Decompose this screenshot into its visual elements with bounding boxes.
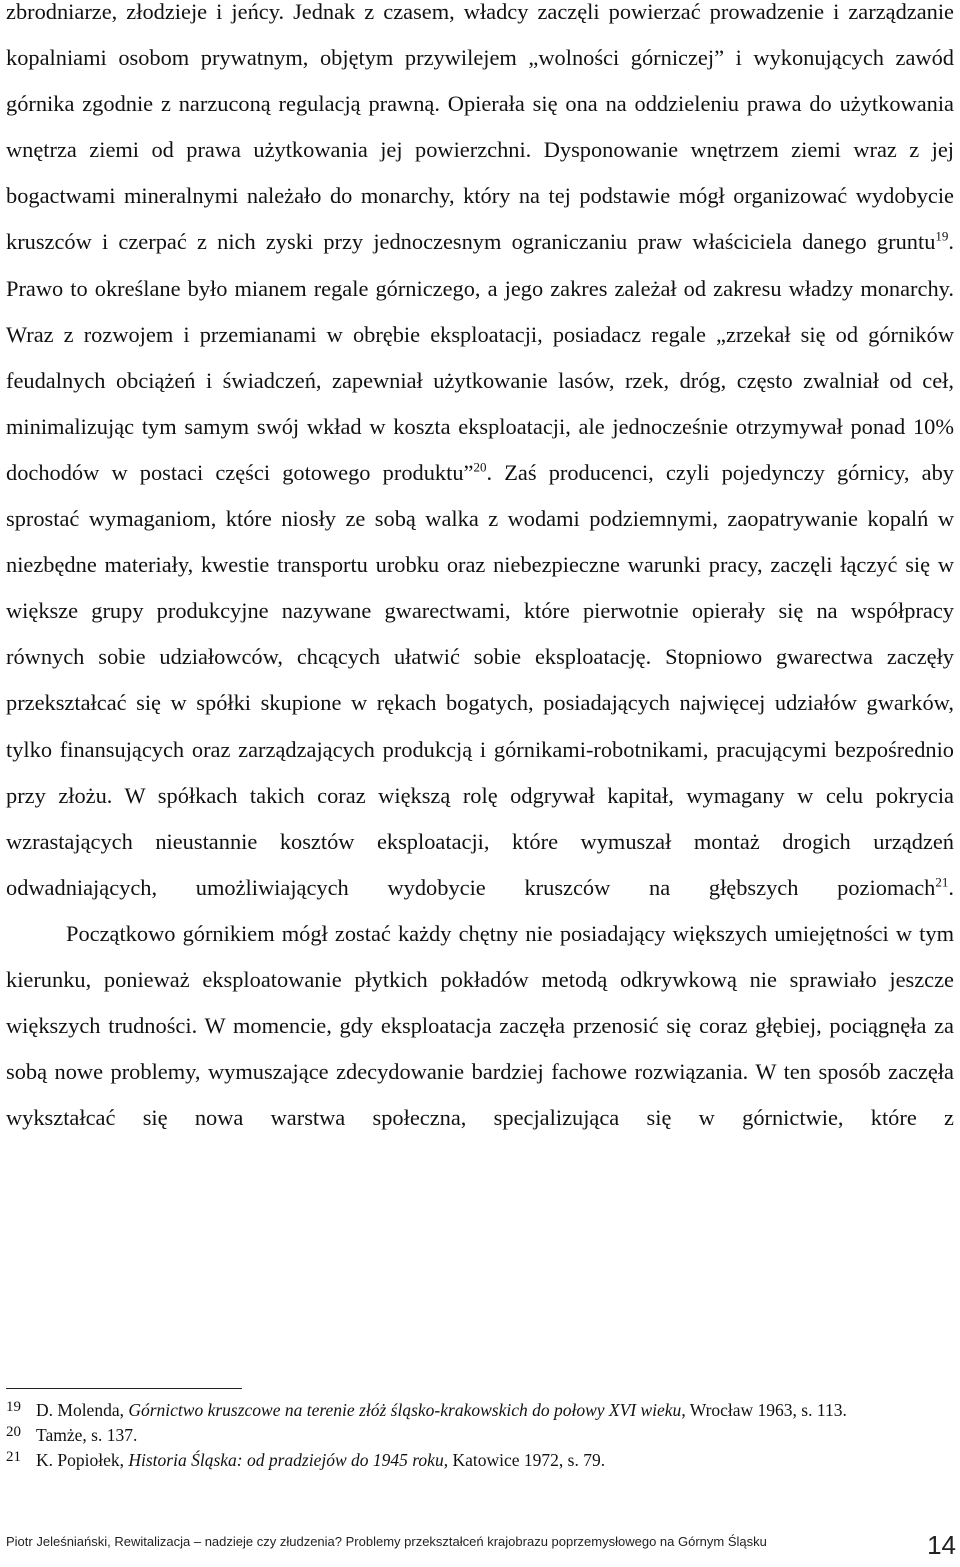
- page-number: 14: [927, 1530, 956, 1560]
- footnote-details: , Katowice 1972, s. 79.: [443, 1450, 606, 1470]
- footnote-19: [6, 1398, 954, 1423]
- footnote-author: D. Molenda,: [36, 1400, 129, 1420]
- footnote-separator: [6, 1388, 242, 1389]
- footnote-20: [6, 1423, 954, 1448]
- paragraph-1-text-c: . Zaś producenci, czyli pojedynczy górnicy, aby sprostać wymaganiom, które niosły ze sobą walka z wodami podziemnymi, zaopatrywanie kopalń w niezbędne materiały, kwestie transportu urobku oraz niebezpieczne warunki pracy, zaczęli łączyć się w większe grupy produkcyjne nazywane gwarectwami, które pierwotnie opierały się na współpracy równych sobie udziałowców, chcących ułatwić sobie eksploatację. Stopniowo gwarectwa zaczęły przekształcać się w spółki skupione w rękach bogatych, posiadających najwięcej udziałów gwarków, tylko finansujących oraz zarządzających produkcją i górnikami-robotnikami, pracującymi bezpośrednio przy złożu. W spółkach takich coraz większą rolę odgrywał kapitał, wymagany w celu pokrycia wzrastających nieustannie kosztów eksploatacji, które wymuszał montaż drogich urządzeń odwadniających, umożliwiających wydobycie kruszców na głębszych poziomach: [6, 459, 954, 900]
- paragraph-1-text-a: zbrodniarze, złodzieje i jeńcy. Jednak z czasem, władcy zaczęli powierzać prowadzenie i zarządzanie kopalniami osobom prywatnym, objętym przywilejem „wolności górniczej” i wykonujących zawód górnika zgodnie z narzuconą regulacją prawną. Opierała się ona na oddzieleniu prawa do użytkowania wnętrza ziemi od prawa użytkowania jej powierzchni. Dysponowanie wnętrzem ziemi wraz z jej bogactwami mineralnymi należało do monarchy, który na tej podstawie mógł organizować wydobycie kruszców i czerpać z nich zyski przy jednoczesnym ograniczaniu praw właściciela danego gruntu: [6, 0, 954, 255]
- body-text: [6, 0, 954, 1141]
- footnote-author: Tamże, s. 137.: [36, 1425, 138, 1445]
- footnote-number: 21: [6, 1449, 21, 1465]
- footnote-ref-20[interactable]: 20: [473, 459, 487, 475]
- paragraph-1-text-b: . Prawo to określane było mianem regale górniczego, a jego zakres zależał od zakresu władzy monarchy. Wraz z rozwojem i przemianami w obrębie eksploatacji, posiadacz regale „zrzekał się od górników feudalnych obciążeń i świadczeń, zapewniał użytkowanie lasów, rzek, dróg, często zwalniał od ceł, minimalizując tym samym swój wkład w koszta eksploatacji, ale jednocześnie otrzymywał ponad 10% dochodów w postaci części gotowego produktu”: [6, 229, 954, 485]
- footnote-number: 20: [6, 1424, 21, 1440]
- footnote-author: K. Popiołek,: [36, 1450, 129, 1470]
- paragraph-1: [6, 0, 954, 911]
- paragraph-1-text-d: .: [948, 874, 954, 900]
- footnote-details: , Wrocław 1963, s. 113.: [681, 1400, 847, 1420]
- footnote-title: Górnictwo kruszcowe na terenie złóż śląsko-krakowskich do połowy XVI wieku: [128, 1400, 682, 1420]
- paragraph-2: Początkowo górnikiem mógł zostać każdy chętny nie posiadający większych umiejętności w tym kierunku, ponieważ eksploatowanie płytkich pokładów metodą odkrywkową nie sprawiało jeszcze większych trudności. W momencie, gdy eksploatacja zaczęła przenosić się coraz głębiej, pociągnęła za sobą nowe problemy, wymuszające zdecydowanie bardziej fachowe rozwiązania. W ten sposób zaczęła wykształcać się nowa warstwa społeczna, specjalizująca się w górnictwie, które z: [6, 920, 954, 1131]
- footnote-title: Historia Śląska: od pradziejów do 1945 roku: [128, 1450, 444, 1470]
- footnote-ref-21[interactable]: 21: [935, 874, 949, 890]
- footnote-21: [6, 1448, 954, 1473]
- footnote-ref-19[interactable]: 19: [935, 229, 949, 244]
- footnote-number: 19: [6, 1399, 21, 1415]
- running-footer: Piotr Jeleśniański, Rewitalizacja – nadzieje czy złudzenia? Problemy przekształceń krajobrazu poprzemysłowego na Górnym Śląsku: [6, 1534, 767, 1549]
- footnotes: [6, 1398, 954, 1473]
